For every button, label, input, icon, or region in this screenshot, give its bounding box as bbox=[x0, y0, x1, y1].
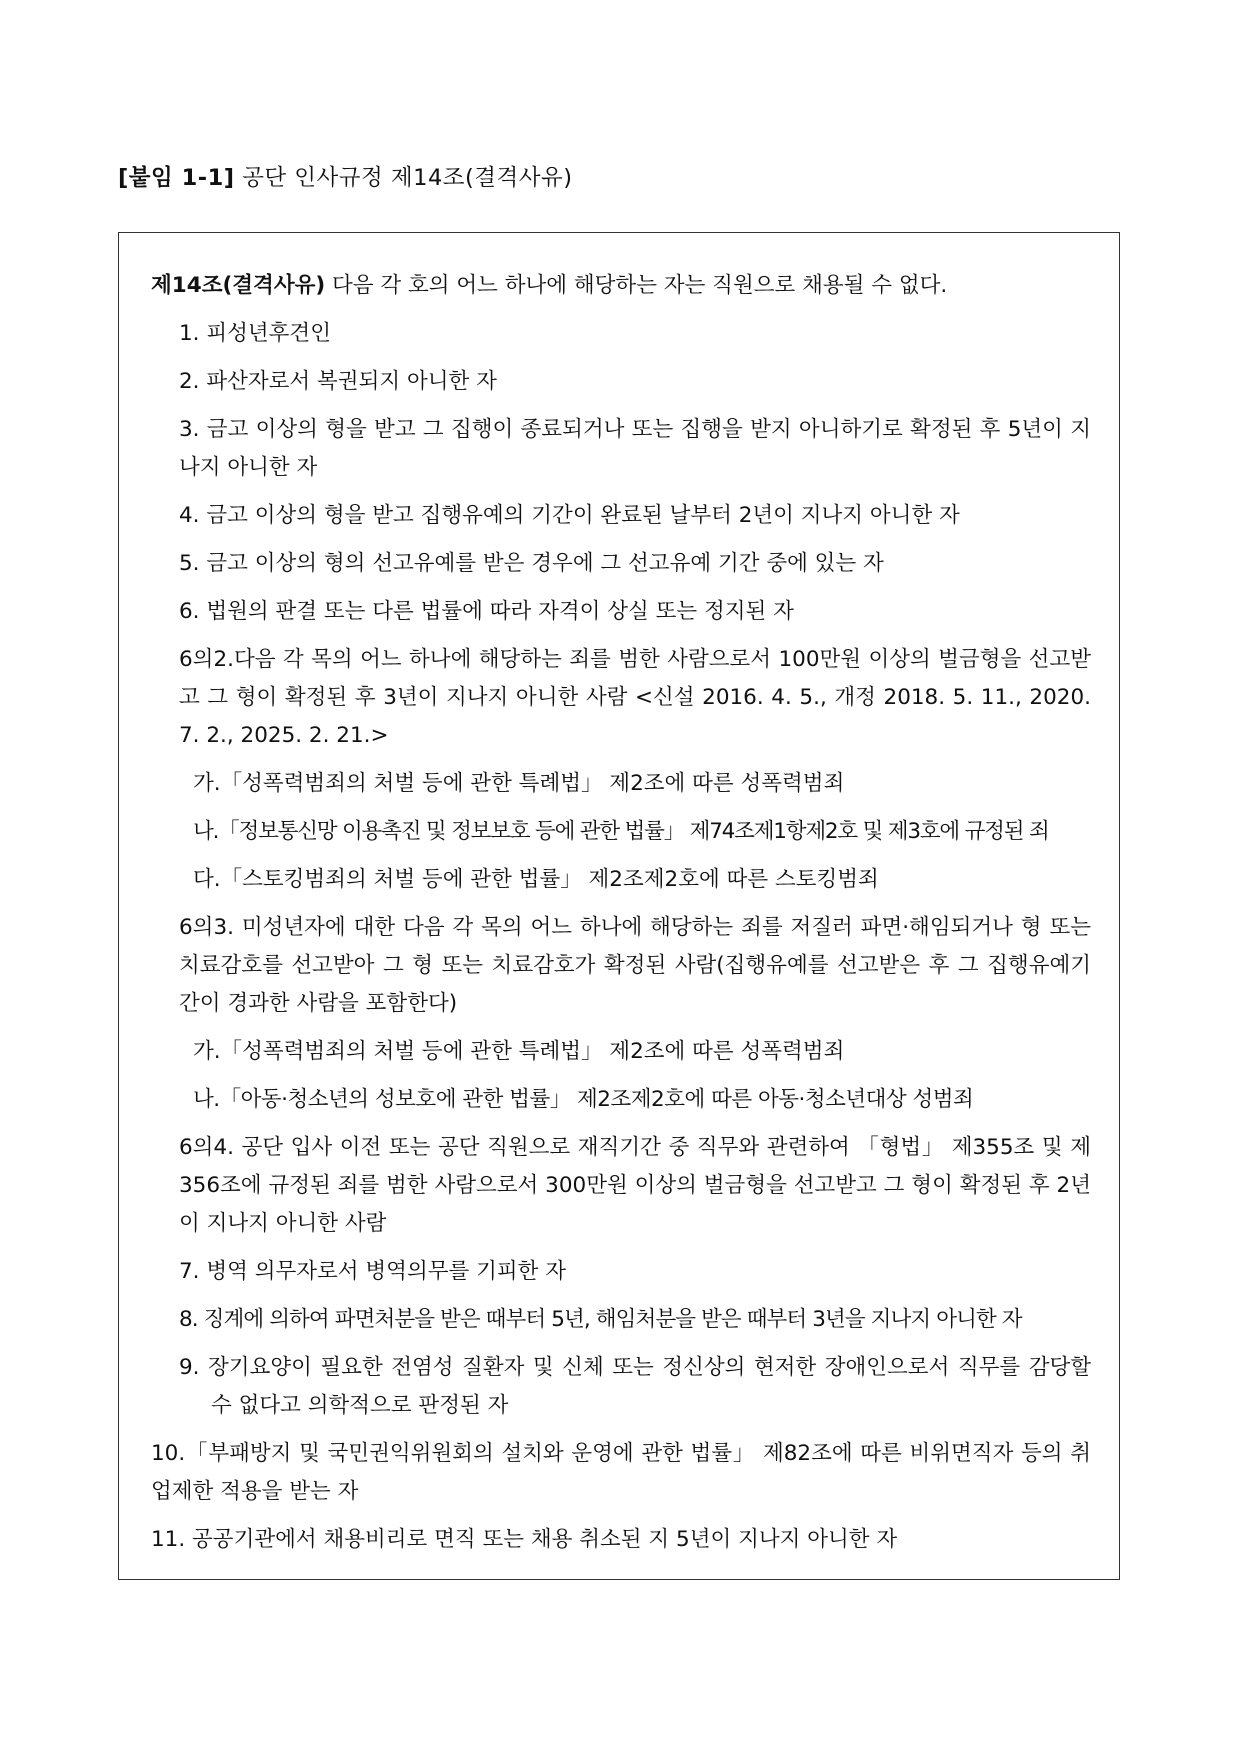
sub-list-item: 가.「성폭력범죄의 처벌 등에 관한 특례법」 제2조에 따른 성폭력범죄 bbox=[193, 1039, 845, 1064]
list-item: 6의3. 미성년자에 대한 다음 각 목의 어느 하나에 해당하는 죄를 저질러 파면·해임되거나 형 또는 치료감호를 선고받아 그 형 또는 치료감호가 확정된 사람(집행유예를 선고받은 후 그 집행유예기간이 경과한 사람을 포함한다) bbox=[179, 915, 1091, 1016]
list-item: 10.「부패방지 및 국민권익위원회의 설치와 운영에 관한 법률」 제82조에 따른 비위면직자 등의 취업제한 적용을 받는 자 bbox=[151, 1441, 1091, 1504]
list-item: 5. 금고 이상의 형의 선고유예를 받은 경우에 그 선고유예 기간 중에 있는 자 bbox=[179, 551, 884, 576]
article-title: 제14조(결격사유) bbox=[151, 273, 326, 298]
list-item: 6의4. 공단 입사 이전 또는 공단 직원으로 재직기간 중 직무와 관련하여 「형법」 제355조 및 제356조에 규정된 죄를 범한 사람으로서 300만원 이상의 벌금형을 선고받고 그 형이 확정된 후 2년이 지나지 아니한 사람 bbox=[179, 1135, 1091, 1236]
sub-list-item: 다.「스토킹범죄의 처벌 등에 관한 법률」 제2조제2호에 따른 스토킹범죄 bbox=[193, 867, 879, 892]
list-item: 9. 장기요양이 필요한 전염성 질환자 및 신체 또는 정신상의 현저한 장애인으로서 직무를 감당할 수 없다고 의학적으로 판정된 자 bbox=[179, 1355, 1091, 1418]
list-item: 7. 병역 의무자로서 병역의무를 기피한 자 bbox=[179, 1259, 566, 1284]
list-item: 6. 법원의 판결 또는 다른 법률에 따라 자격이 상실 또는 정지된 자 bbox=[179, 599, 794, 624]
list-item: 8. 징계에 의하여 파면처분을 받은 때부터 5년, 해임처분을 받은 때부터 3년을 지나지 아니한 자 bbox=[179, 1307, 1022, 1332]
list-item: 2. 파산자로서 복권되지 아니한 자 bbox=[179, 369, 497, 394]
regulation-box bbox=[118, 232, 1120, 1580]
list-item: 4. 금고 이상의 형을 받고 집행유예의 기간이 완료된 날부터 2년이 지나지 아니한 자 bbox=[179, 503, 960, 528]
sub-list-item: 나.「정보통신망 이용촉진 및 정보보호 등에 관한 법률」 제74조제1항제2호 및 제3호에 규정된 죄 bbox=[193, 819, 1049, 844]
article-intro: 다음 각 호의 어느 하나에 해당하는 자는 직원으로 채용될 수 없다. bbox=[332, 273, 948, 298]
list-item: 1. 피성년후견인 bbox=[179, 321, 331, 346]
article-title-line bbox=[151, 267, 1091, 305]
attachment-heading bbox=[118, 160, 573, 192]
list-item: 3. 금고 이상의 형을 받고 그 집행이 종료되거나 또는 집행을 받지 아니하기로 확정된 후 5년이 지나지 아니한 자 bbox=[179, 417, 1091, 480]
list-item: 6의2.다음 각 목의 어느 하나에 해당하는 죄를 범한 사람으로서 100만원 이상의 벌금형을 선고받고 그 형이 확정된 후 3년이 지나지 아니한 사람 <신설 2016. 4. 5., 개정 2018. 5. 11., 2020. 7. 2., 2025. 2. 21.> bbox=[179, 647, 1091, 748]
attachment-title: 공단 인사규정 제14조(결격사유) bbox=[242, 165, 573, 191]
sub-list-item: 가.「성폭력범죄의 처벌 등에 관한 특례법」 제2조에 따른 성폭력범죄 bbox=[193, 771, 845, 796]
list-item: 11. 공공기관에서 채용비리로 면직 또는 채용 취소된 지 5년이 지나지 아니한 자 bbox=[151, 1527, 898, 1552]
regulation-content bbox=[151, 267, 1091, 1569]
attachment-tag: [붙임 1-1] bbox=[118, 165, 235, 191]
sub-list-item: 나.「아동·청소년의 성보호에 관한 법률」 제2조제2호에 따른 아동·청소년대상 성범죄 bbox=[193, 1087, 974, 1112]
